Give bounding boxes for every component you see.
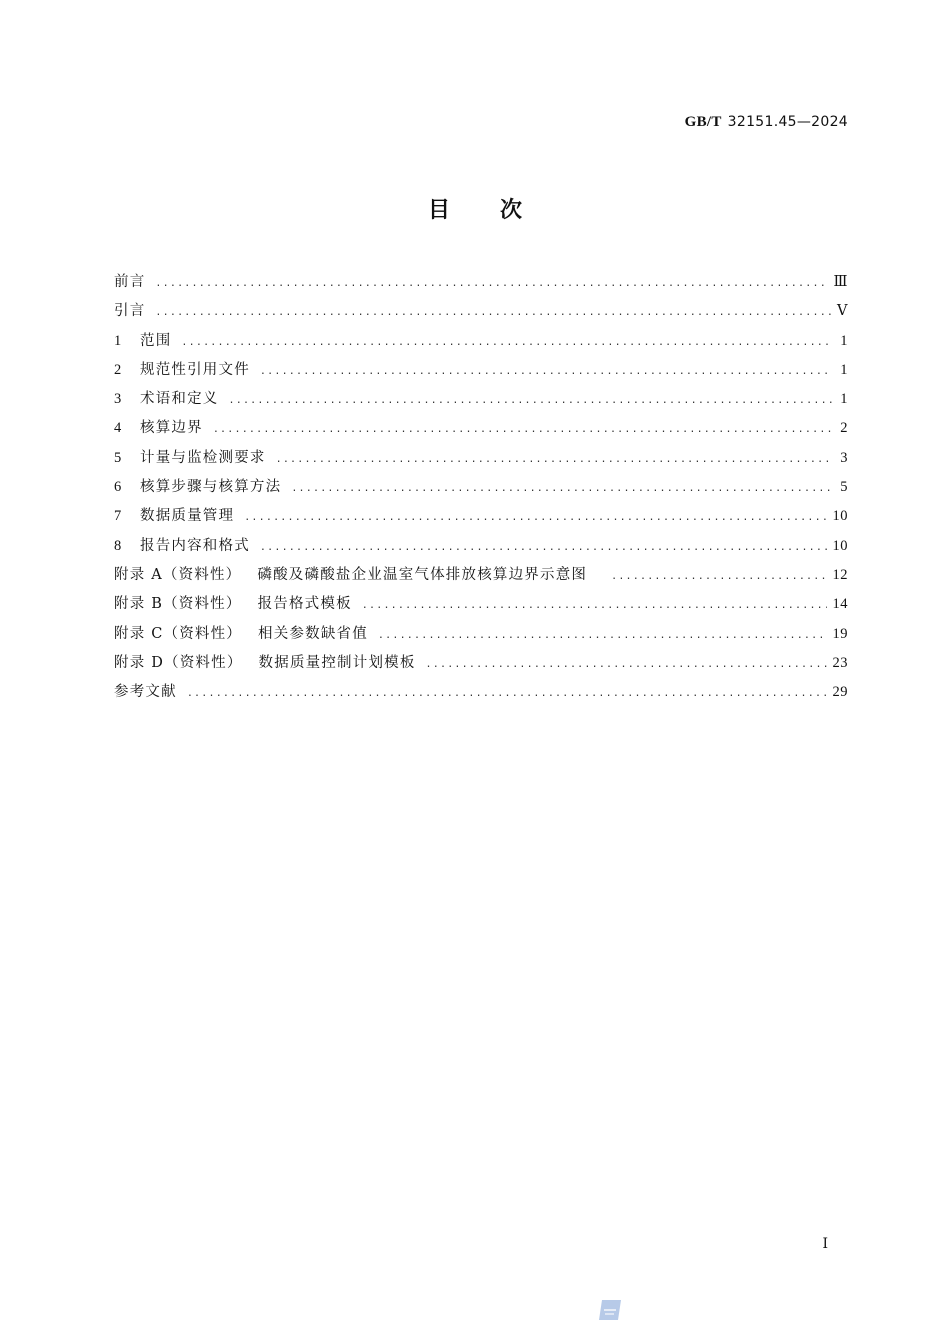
toc-page-number: 14 xyxy=(832,596,848,613)
toc-section-number: 8 xyxy=(114,537,123,554)
toc-leader-dots xyxy=(229,395,833,406)
toc-label: 范围 xyxy=(140,332,172,349)
toc-label: 核算边界 xyxy=(140,420,203,437)
toc-appendix-title: 磷酸及磷酸盐企业温室气体排放核算边界示意图 xyxy=(257,566,588,583)
toc-entry-normative-references[interactable] xyxy=(114,358,848,387)
toc-entry-data-quality[interactable] xyxy=(114,504,848,533)
toc-label: 报告内容和格式 xyxy=(140,537,250,554)
toc-leader-dots xyxy=(155,278,827,289)
toc-entry-appendix-a[interactable] xyxy=(114,563,848,592)
toc-leader-dots xyxy=(378,630,827,641)
toc-leader-dots xyxy=(187,688,827,699)
toc-page-number: 29 xyxy=(832,684,848,701)
toc-label: 术语和定义 xyxy=(140,391,219,408)
toc-label: 引言 xyxy=(114,303,146,320)
toc-page-number: 19 xyxy=(832,625,848,642)
toc-leader-dots xyxy=(181,337,832,348)
toc-entry-foreword[interactable] xyxy=(114,270,848,299)
toc-entry-accounting-methods[interactable] xyxy=(114,475,848,504)
toc-section-number: 5 xyxy=(114,449,123,466)
toc-label: 数据质量管理 xyxy=(140,508,235,525)
toc-label: 参考文献 xyxy=(114,684,177,701)
standard-prefix: GB/T xyxy=(684,114,722,130)
toc-page-number: 23 xyxy=(832,654,848,671)
standard-code: 32151.45—2024 xyxy=(727,114,848,130)
toc-label: 核算步骤与核算方法 xyxy=(140,479,282,496)
toc-label: 附录 D（资料性） xyxy=(114,654,243,671)
toc-page-number: 5 xyxy=(840,479,848,496)
table-of-contents xyxy=(114,270,848,709)
sac-logo-icon xyxy=(597,1298,623,1322)
toc-appendix-title: 数据质量控制计划模板 xyxy=(258,654,416,671)
toc-page-number: 12 xyxy=(832,566,848,583)
toc-page-number: 10 xyxy=(832,537,848,554)
toc-leader-dots xyxy=(362,600,827,611)
toc-entry-accounting-boundary[interactable] xyxy=(114,416,848,445)
sac-logo-icon xyxy=(597,1298,623,1322)
toc-entry-terms-definitions[interactable] xyxy=(114,387,848,416)
toc-page-number: 2 xyxy=(840,420,848,437)
toc-leader-dots xyxy=(260,542,827,553)
standard-number xyxy=(685,114,848,131)
toc-entry-appendix-d[interactable] xyxy=(114,651,848,680)
toc-entry-appendix-b[interactable] xyxy=(114,592,848,621)
toc-entry-bibliography[interactable] xyxy=(114,680,848,709)
toc-entry-introduction[interactable] xyxy=(114,299,848,328)
toc-label: 附录 C（资料性） xyxy=(114,625,243,642)
page-title: 目次 xyxy=(427,198,572,223)
toc-page-number: Ⅴ xyxy=(837,303,848,320)
toc-page-number: 1 xyxy=(840,391,848,408)
toc-leader-dots xyxy=(244,512,826,523)
toc-entry-measurement-requirements[interactable] xyxy=(114,446,848,475)
toc-leader-dots xyxy=(213,424,832,435)
page-number: Ⅰ xyxy=(822,1237,828,1252)
toc-page-number: 10 xyxy=(832,508,848,525)
toc-leader-dots xyxy=(611,571,826,582)
toc-entry-scope[interactable] xyxy=(114,329,848,358)
toc-entry-appendix-c[interactable] xyxy=(114,622,848,651)
toc-page-number: 1 xyxy=(840,361,848,378)
toc-label: 规范性引用文件 xyxy=(140,361,250,378)
toc-section-number: 7 xyxy=(114,508,123,525)
toc-appendix-title: 相关参数缺省值 xyxy=(258,625,368,642)
toc-section-number: 3 xyxy=(114,391,123,408)
toc-page-number: Ⅲ xyxy=(833,274,848,290)
toc-leader-dots xyxy=(426,659,827,670)
toc-entry-report-format[interactable] xyxy=(114,534,848,563)
toc-page-number: 3 xyxy=(840,449,848,466)
toc-label: 附录 A（资料性） xyxy=(114,566,242,583)
toc-appendix-title: 报告格式模板 xyxy=(257,596,352,613)
toc-label: 计量与监检测要求 xyxy=(140,449,266,466)
toc-label: 前言 xyxy=(114,274,146,290)
toc-label: 附录 B（资料性） xyxy=(114,596,242,613)
toc-section-number: 6 xyxy=(114,479,123,496)
toc-section-number: 2 xyxy=(114,361,123,378)
toc-section-number: 4 xyxy=(114,420,123,437)
toc-leader-dots xyxy=(260,366,832,377)
toc-page-number: 1 xyxy=(840,332,848,349)
toc-section-number: 1 xyxy=(114,332,123,349)
toc-leader-dots xyxy=(276,454,832,465)
toc-leader-dots xyxy=(155,307,831,318)
toc-leader-dots xyxy=(291,483,832,494)
